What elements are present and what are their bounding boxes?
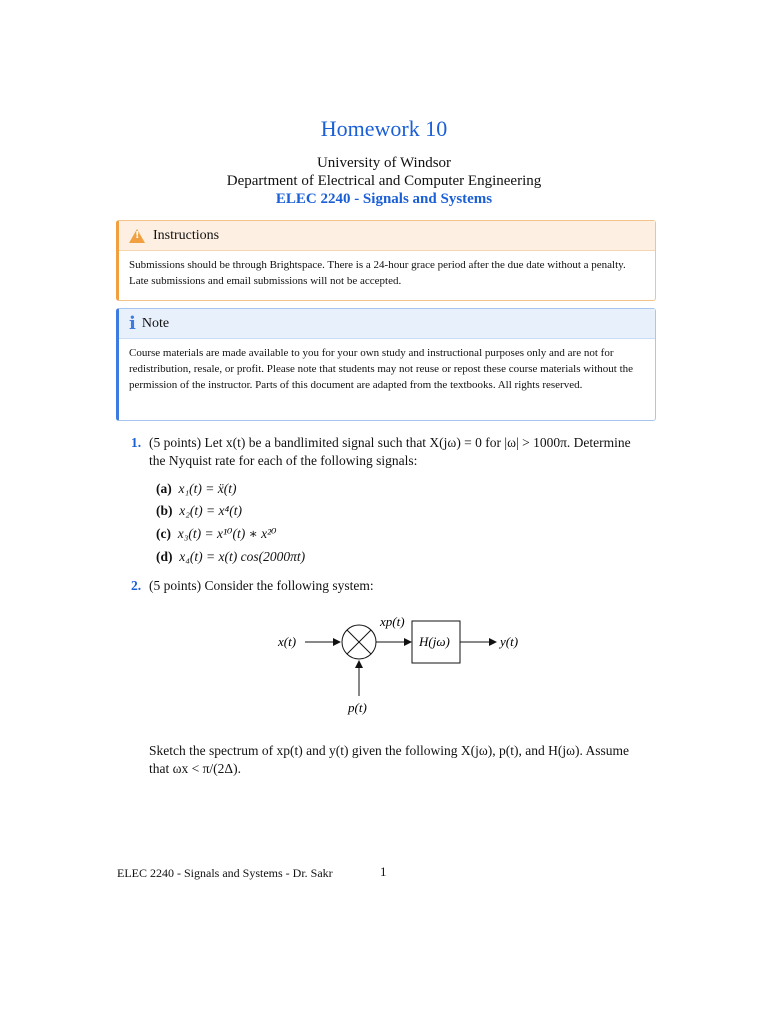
problem-2-line-1: (5 points) Consider the following system: <box>149 578 374 593</box>
problem-1-item-b: (b) x₂(t) = x⁴(t) <box>156 503 242 518</box>
problem-2-sketch-line-1: Sketch the spectrum of xp(t) and y(t) given the following X(jω), p(t), and H(jω). Assume <box>149 743 630 758</box>
university-name: University of Windsor <box>316 155 452 171</box>
output-signal-label: y(t) <box>500 634 519 649</box>
input-signal-label: x(t) <box>278 634 297 649</box>
footer-course: ELEC 2240 - Signals and Systems - Dr. Sakr <box>117 866 333 880</box>
problem-1-item-d: (d) x₄(t) = x(t) cos(2000πt) <box>156 549 306 564</box>
instructions-heading: Instructions <box>153 227 220 243</box>
problem-1-item-a: (a) x₁(t) = ẍ(t) <box>156 481 237 496</box>
problem-1-item-c: (c) x₃(t) = x¹⁰(t) ∗ x²⁰ <box>156 526 277 541</box>
problem-2-sketch-line-2: that ωx < π/(2Δ). <box>149 761 241 776</box>
problem-2-sketch-text <box>149 742 659 778</box>
problem-2-number: 2. <box>131 578 142 593</box>
document-title: Homework 10 <box>320 116 448 141</box>
course-name: ELEC 2240 - Signals and Systems <box>275 191 493 207</box>
problem-1-line-1: (5 points) Let x(t) be a bandlimited signal such that X(jω) = 0 for |ω| > 1000π. Determine <box>149 435 631 450</box>
note-body: Course materials are made available to you for your own study and instructional purposes only and are not for redistribution, resale, or profit. Please note that students may not reuse or repost these course materials without the permission of the instructor. Parts of this document are adapted from the textbooks. All rights reserved. <box>129 347 634 391</box>
note-heading: Note <box>141 315 170 331</box>
problem-1-line-2: the Nyquist rate for each of the following signals: <box>149 453 418 468</box>
multiplier-out-label: xp(t) <box>380 614 405 629</box>
carrier-signal-label: p(t) <box>348 700 367 715</box>
department-name: Department of Electrical and Computer Engineering <box>226 173 542 189</box>
info-icon: i <box>129 313 136 334</box>
problem-1-number: 1. <box>131 435 142 450</box>
instructions-body: Submissions should be through Brightspace. There is a 24-hour grace period after the due date without a penalty. Late submissions and email submissions will not be accepted. <box>129 259 626 287</box>
filter-label: H(jω) <box>419 634 450 649</box>
footer-page-number: 1 <box>380 864 387 879</box>
